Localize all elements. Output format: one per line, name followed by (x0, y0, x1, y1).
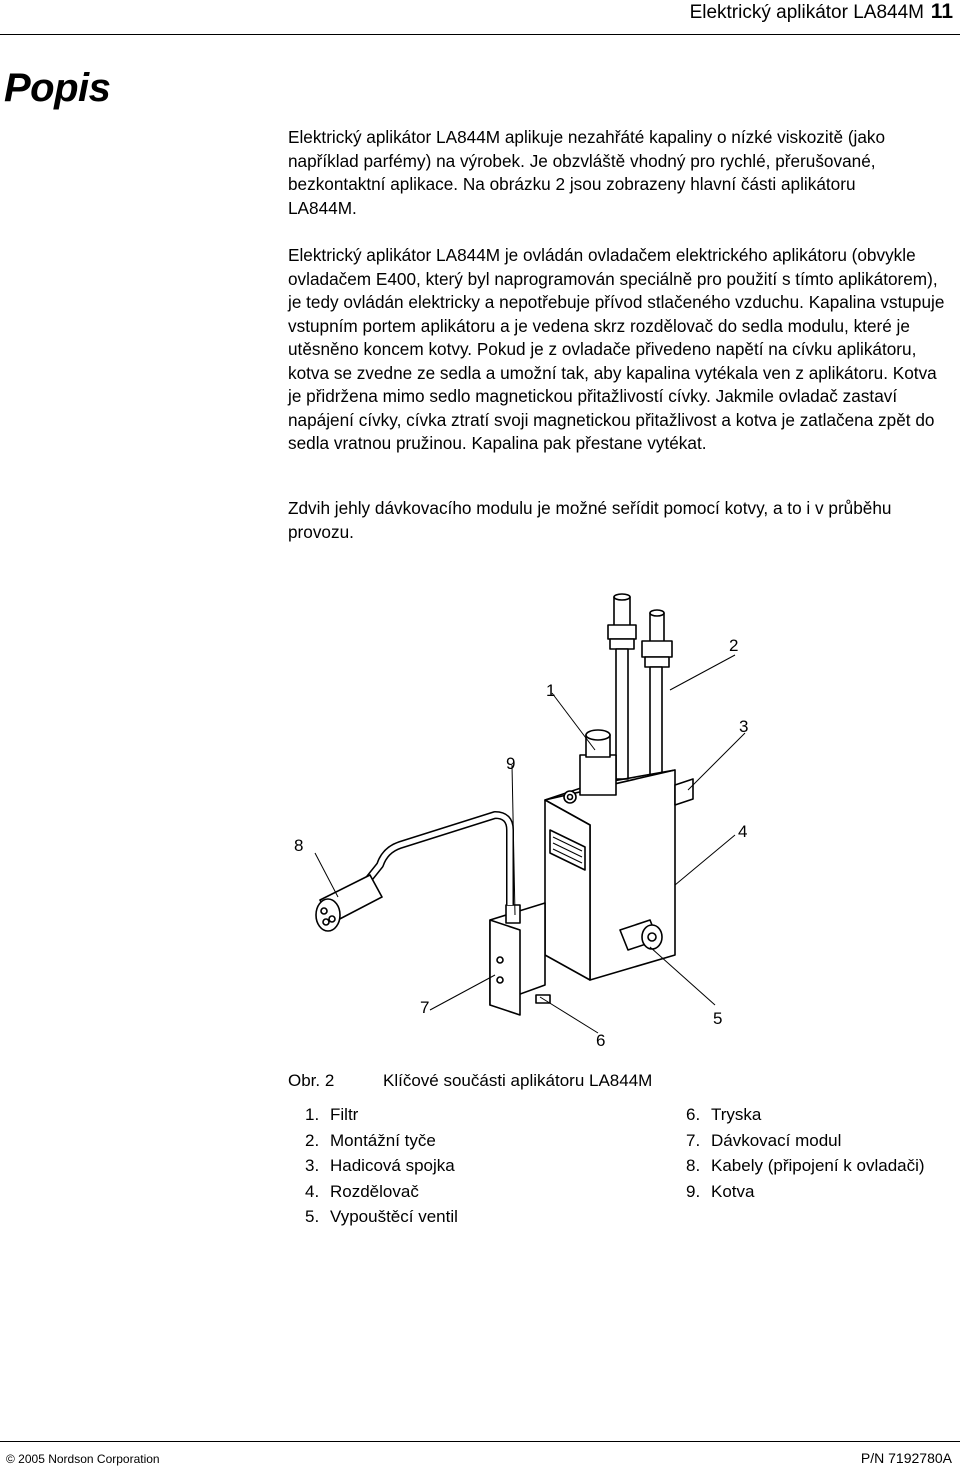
paragraph-operation: Elektrický aplikátor LA844M je ovládán ovladačem elektrického aplikátoru (obvykle ovladačem E400, který byl naprogramován speciálně pro použití s tímto aplikátorem), je tedy ovládán elektricky a nepotřebuje přívod stlačeného vzduchu. Kapalina vstupuje vstupním portem aplikátoru a je vedena skrz rozdělovač do sedla modulu, které je utěsněno koncem kotvy. Pokud je z ovladače přivedeno napětí na cívku aplikátoru, kotva se zvedne ze sedla a umožní tak, aby kapalina vytékala ven z aplikátoru. Kotva je přidržena mimo sedlo magnetickou přitažlivostí cívky. Jakmile ovladač zastaví napájení cívky, cívka ztratí svoji magnetickou přitažlivost a kotva je zatlačena zpět do sedla vratnou pružinou. Kapalina pak přestane vytékat. (288, 245, 945, 453)
callout-5: 5 (713, 1009, 723, 1028)
legend-item-label: Vypouštěcí ventil (330, 1207, 458, 1227)
legend-item-label: Hadicová spojka (330, 1156, 455, 1176)
hose-fitting (675, 779, 693, 805)
footer-copyright: © 2005 Nordson Corporation (6, 1452, 160, 1466)
paragraph-stroke: Zdvih jehly dávkovacího modulu je možné seřídit pomocí kotvy, a to i v průběhu provozu. (288, 498, 892, 542)
legend-item-number: 2. (305, 1130, 320, 1150)
legend-item (686, 1153, 925, 1179)
legend-item (686, 1128, 925, 1154)
legend-item-number: 8. (686, 1156, 701, 1176)
legend-right (686, 1102, 925, 1204)
callout-2: 2 (729, 636, 739, 655)
armature-body (580, 755, 616, 795)
callout-7: 7 (420, 998, 430, 1017)
legend-item (305, 1153, 458, 1179)
applicator-figure (290, 585, 950, 1065)
legend-item-label: Filtr (330, 1105, 359, 1124)
callout-1: 1 (546, 681, 556, 700)
header-rule (0, 34, 960, 35)
legend-item-number: 1. (305, 1105, 320, 1124)
legend-item-label: Dávkovací modul (711, 1130, 842, 1150)
footer-part-number: P/N 7192780A (860, 1450, 952, 1466)
callout-3: 3 (739, 717, 749, 736)
legend-item-number: 9. (686, 1181, 701, 1201)
mounting-rod-left (616, 649, 628, 779)
legend-item-label: Kotva (711, 1181, 755, 1201)
legend-item-label: Tryska (711, 1105, 762, 1124)
legend-left (305, 1102, 458, 1230)
legend-item-number: 6. (686, 1105, 701, 1124)
section-title: Popis (4, 66, 111, 110)
figure-caption-text: Klíčové součásti aplikátoru LA844M (383, 1071, 653, 1090)
legend-item (686, 1102, 925, 1128)
legend-item (305, 1102, 458, 1128)
legend-item-number: 7. (686, 1130, 701, 1150)
callout-6: 6 (596, 1031, 606, 1050)
callout-4: 4 (738, 822, 748, 841)
legend-item (686, 1179, 925, 1205)
legend-item (305, 1179, 458, 1205)
applicator-illustration (290, 585, 950, 1065)
legend-item (305, 1128, 458, 1154)
footer-rule (0, 1441, 960, 1442)
page-number: 11 (930, 0, 953, 23)
paragraph-intro: Elektrický aplikátor LA844M aplikuje nezahřáté kapaliny o nízké viskozitě (jako například parfémy) na výrobek. Je obzvláště vhodný pro rychlé, přerušované, bezkontaktní aplikace. Na obrázku 2 jsou zobrazeny hlavní části aplikátoru LA844M. (288, 127, 886, 218)
legend-item-number: 4. (305, 1181, 320, 1201)
legend-item-label: Kabely (připojení k ovladači) (711, 1156, 925, 1176)
figure-caption-label: Obr. 2 (288, 1071, 335, 1090)
legend-item (305, 1204, 458, 1230)
legend-item-number: 5. (305, 1207, 320, 1227)
legend-item-label: Montážní tyče (330, 1130, 436, 1150)
header-title: Elektrický aplikátor LA844M (689, 2, 924, 23)
callout-9: 9 (506, 754, 516, 773)
legend-item-number: 3. (305, 1156, 320, 1176)
manifold-side (545, 800, 590, 980)
page-header (0, 0, 960, 30)
callout-8: 8 (294, 836, 304, 855)
legend-item-label: Rozdělovač (330, 1181, 419, 1201)
